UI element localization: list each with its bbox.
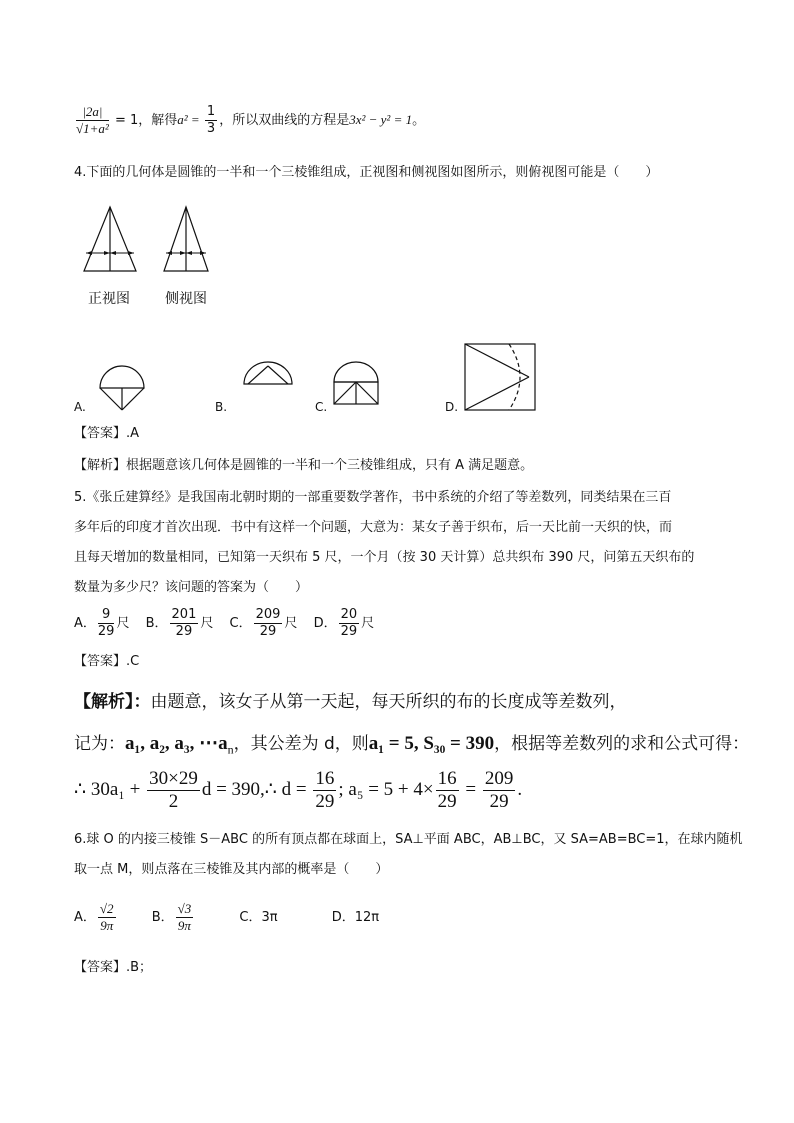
fraction-numerator: 1 bbox=[206, 104, 216, 119]
fraction-numerator: √3 bbox=[177, 901, 192, 916]
fraction-denominator: 29 bbox=[437, 791, 457, 813]
side-view-label: 侧视图 bbox=[165, 291, 207, 307]
q5-line-2: 多年后的印度才首次出现．书中有这样一个问题，大意为：某女子善于织布，后一天比前一天织的快，而 bbox=[74, 520, 673, 535]
text-segment: 。 bbox=[412, 113, 426, 128]
sequence-math: a₁, a₂, a₃, ⋯a bbox=[125, 733, 228, 754]
formula-line-1 bbox=[74, 104, 425, 137]
option-label: D． bbox=[331, 910, 355, 925]
option-label: C． bbox=[229, 616, 252, 631]
q6-option-c bbox=[239, 910, 277, 925]
option-label: B． bbox=[151, 910, 174, 925]
fraction-30x29-over-2 bbox=[147, 768, 200, 813]
fraction-16-over-29 bbox=[436, 768, 459, 813]
fraction-numerator: 201 bbox=[171, 607, 197, 622]
option-unit: 尺 bbox=[116, 616, 130, 631]
fraction-denominator: 29 bbox=[489, 791, 509, 813]
derivation-start: ∴ 30a₁ + bbox=[74, 779, 146, 800]
record-prefix: 记为： bbox=[74, 734, 125, 754]
option-value: 3π bbox=[261, 910, 278, 925]
option-a-figure bbox=[98, 366, 148, 416]
option-fraction bbox=[98, 607, 115, 640]
fraction-numerator: 30×29 bbox=[149, 768, 198, 790]
fraction-denominator: 3 bbox=[206, 121, 216, 136]
q5-answer: 【答案】.C bbox=[74, 654, 140, 669]
derivation-mid: d = 390,∴ d = bbox=[201, 779, 312, 800]
option-c-figure bbox=[332, 360, 382, 410]
option-label: A． bbox=[74, 616, 96, 631]
fraction-numerator: 16 bbox=[437, 768, 457, 790]
q6-line-2: 取一点 M，则点落在三棱锥及其内部的概率是（ ） bbox=[74, 862, 389, 877]
q4-analysis: 【解析】根据题意该几何体是圆锥的一半和一个三棱锥组成，只有 A 满足题意。 bbox=[74, 458, 534, 473]
text-segment: ，所以双曲线的方程是 bbox=[219, 113, 350, 128]
fraction-denominator: 2 bbox=[168, 791, 179, 813]
fraction-209-over-29 bbox=[483, 768, 516, 813]
text-segment: = 1，解得 bbox=[110, 113, 178, 128]
option-fraction bbox=[170, 607, 199, 640]
math-a-squared: a² = bbox=[177, 112, 203, 127]
q5-option-d bbox=[313, 607, 375, 639]
fraction-denominator: 29 bbox=[97, 624, 115, 639]
side-view-figure bbox=[160, 205, 220, 285]
sequence-subscript: n bbox=[227, 742, 234, 757]
option-fraction bbox=[98, 901, 116, 934]
q5-options bbox=[74, 606, 374, 642]
front-view-figure bbox=[80, 205, 140, 285]
front-view-label: 正视图 bbox=[88, 291, 130, 307]
option-d-figure bbox=[463, 342, 539, 414]
option-fraction bbox=[254, 607, 283, 640]
option-unit: 尺 bbox=[200, 616, 214, 631]
option-unit: 尺 bbox=[361, 616, 375, 631]
q5-record-line bbox=[74, 732, 749, 761]
fraction-16-over-29 bbox=[313, 768, 336, 813]
option-a-label: A. bbox=[74, 400, 86, 414]
option-value: 12π bbox=[354, 910, 380, 925]
option-fraction bbox=[339, 607, 360, 640]
q5-analysis bbox=[74, 690, 627, 714]
q5-line-3: 且每天增加的数量相同，已知第一天织布 5 尺，一个月（按 30 天计算）总共织布 390 尺，问第五天织布的 bbox=[74, 550, 695, 565]
record-mid: ，其公差为 d，则 bbox=[233, 734, 369, 754]
hyperbola-equation: 3x² − y² = 1 bbox=[349, 112, 413, 127]
fraction-one-third bbox=[205, 104, 217, 137]
q5-line-4: 数量为多少尺？该问题的答案为（ ） bbox=[74, 580, 309, 595]
q6-answer: 【答案】.B； bbox=[74, 960, 153, 975]
option-c-label: C. bbox=[315, 400, 328, 414]
derivation-mid: = bbox=[460, 779, 481, 800]
fraction-denominator: 29 bbox=[175, 624, 193, 639]
q5-line-1: 5.《张丘建算经》是我国南北朝时期的一部重要数学著作，书中系统的介绍了等差数列，同类结果在三百 bbox=[74, 490, 672, 505]
option-label: A． bbox=[74, 910, 96, 925]
fraction-denominator: 9π bbox=[177, 918, 191, 933]
q6-options bbox=[74, 898, 379, 938]
fraction-denominator: √1+a² bbox=[76, 121, 109, 136]
fraction-numerator: 209 bbox=[255, 607, 281, 622]
fraction-denominator: 29 bbox=[340, 624, 358, 639]
option-fraction bbox=[176, 901, 194, 934]
option-b-figure bbox=[242, 360, 294, 388]
fraction-numerator: √2 bbox=[99, 901, 114, 916]
q4-answer: 【答案】.A bbox=[74, 426, 140, 441]
fraction-numerator: 20 bbox=[340, 607, 358, 622]
fraction-numerator: |2a| bbox=[76, 104, 109, 121]
q5-derivation bbox=[74, 765, 522, 815]
record-tail: ，根据等差数列的求和公式可得： bbox=[494, 734, 750, 754]
analysis-label: 【解析】： bbox=[74, 692, 151, 712]
fraction-2a-over-sqrt bbox=[76, 104, 109, 137]
q5-option-a bbox=[74, 607, 134, 639]
fraction-denominator: 29 bbox=[315, 791, 335, 813]
q5-option-b bbox=[145, 607, 218, 639]
question-4-text: 4.下面的几何体是圆锥的一半和一个三棱锥组成，正视图和侧视图如图所示，则俯视图可能是（ ） bbox=[74, 165, 659, 180]
q6-option-d bbox=[332, 910, 379, 925]
fraction-denominator: 9π bbox=[100, 918, 114, 933]
option-b-label: B. bbox=[215, 400, 228, 414]
derivation-end: . bbox=[517, 779, 523, 800]
option-unit: 尺 bbox=[284, 616, 298, 631]
option-label: D． bbox=[313, 616, 337, 631]
option-d-label: D. bbox=[445, 400, 459, 414]
q6-line-1: 6.球 O 的内接三棱锥 S－ABC 的所有顶点都在球面上，SA⊥平面 ABC，AB⊥BC，又 SA=AB=BC=1，在球内随机 bbox=[74, 832, 743, 847]
option-label: B． bbox=[145, 616, 168, 631]
fraction-numerator: 9 bbox=[98, 607, 115, 624]
derivation-mid: ; a₅ = 5 + 4× bbox=[338, 779, 434, 800]
fraction-denominator: 29 bbox=[259, 624, 277, 639]
analysis-text: 由题意，该女子从第一天起，每天所织的布的长度成等差数列， bbox=[150, 692, 627, 712]
fraction-numerator: 16 bbox=[315, 768, 335, 790]
q5-option-c bbox=[229, 607, 302, 639]
fraction-numerator: 209 bbox=[484, 768, 514, 790]
option-label: C． bbox=[239, 910, 262, 925]
given-values: a₁ = 5, S₃₀ = 390 bbox=[368, 733, 495, 754]
